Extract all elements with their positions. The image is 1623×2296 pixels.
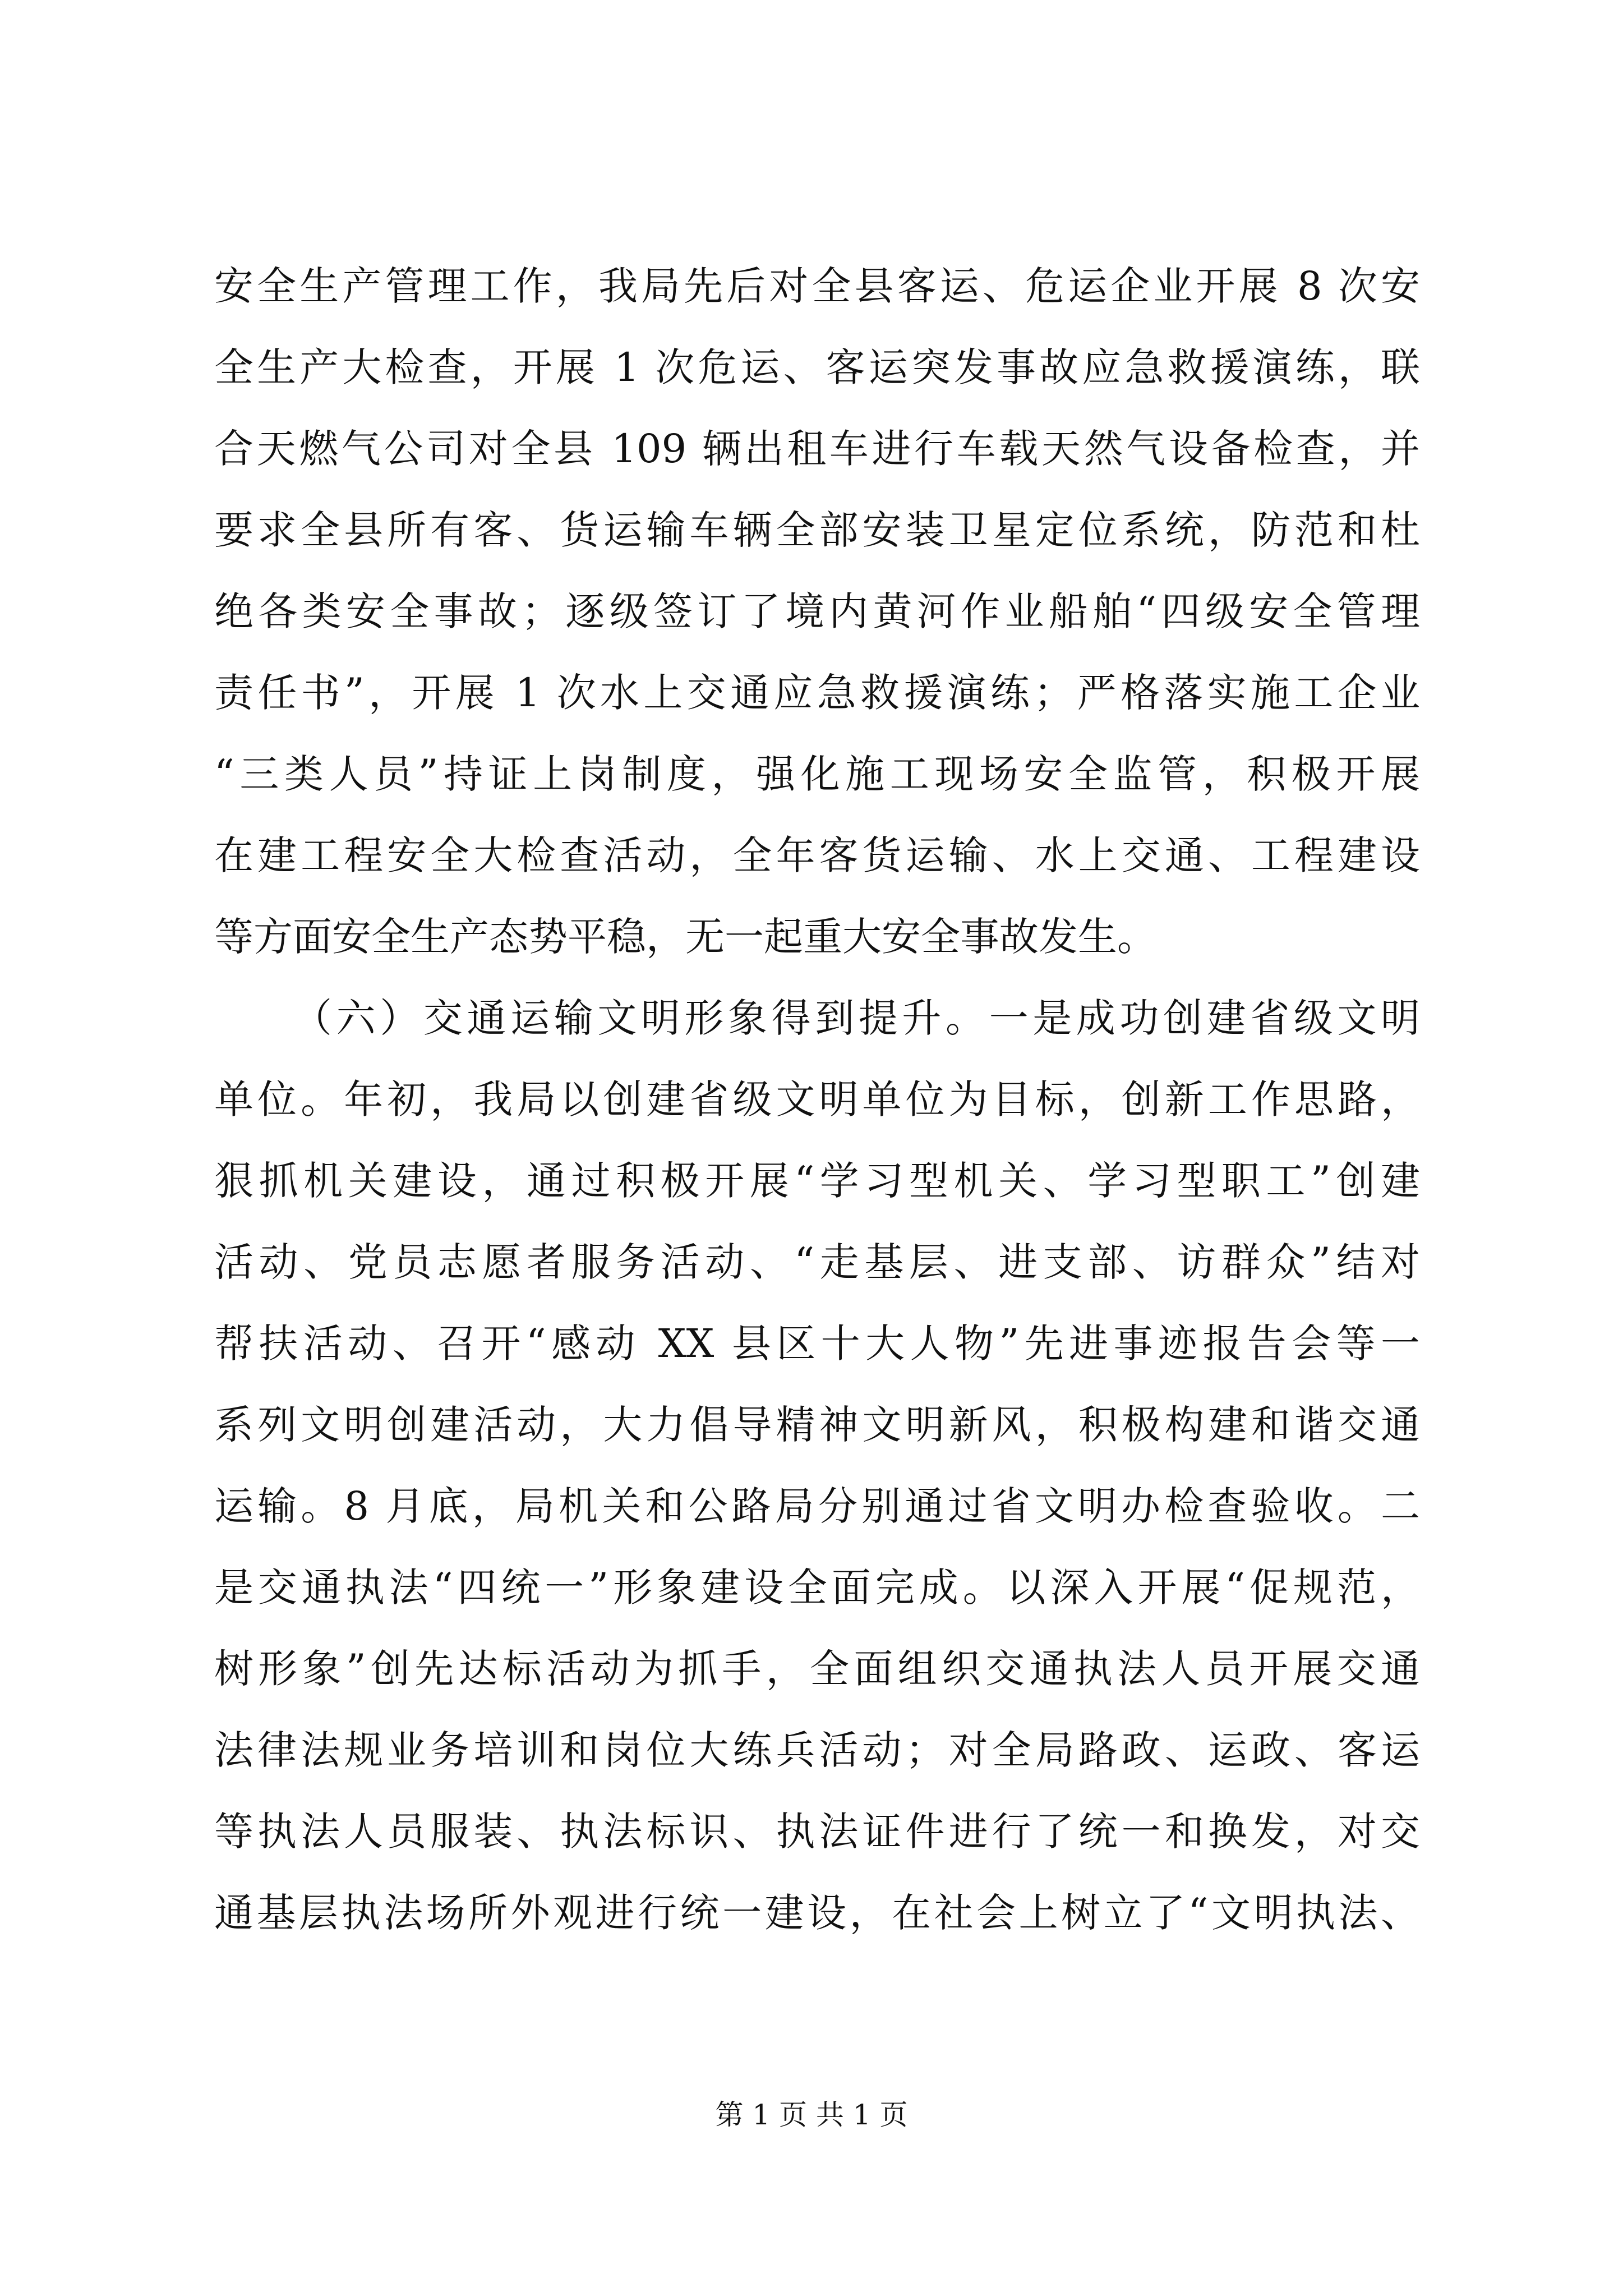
text-line: 狠抓机关建设，通过积极开展“学习型机关、学习型职工”创建 (214, 1158, 1420, 1204)
text-line: 法律法规业务培训和岗位大练兵活动；对全局路政、运政、客运 (214, 1727, 1420, 1773)
text-line: 系列文明创建活动，大力倡导精神文明新风，积极构建和谐交通 (214, 1402, 1420, 1448)
text-line: 绝各类安全事故；逐级签订了境内黄河作业船舶“四级安全管理 (214, 588, 1420, 634)
text-line: 通基层执法场所外观进行统一建设，在社会上树立了“文明执法、 (214, 1890, 1420, 1936)
text-line: 要求全县所有客、货运输车辆全部安装卫星定位系统，防范和杜 (214, 507, 1420, 553)
text-line: 安全生产管理工作，我局先后对全县客运、危运企业开展 8 次安 (214, 263, 1420, 309)
text-line: 帮扶活动、召开“感动 XX 县区十大人物”先进事迹报告会等一 (214, 1320, 1420, 1366)
text-line: 运输。8 月底，局机关和公路局分别通过省文明办检查验收。二 (214, 1483, 1420, 1529)
paragraph-end-line: 等方面安全生产态势平稳，无一起重大安全事故发生。 (214, 914, 1156, 960)
text-line: 单位。年初，我局以创建省级文明单位为目标，创新工作思路， (214, 1076, 1420, 1122)
text-line: 全生产大检查，开展 1 次危运、客运突发事故应急救援演练，联 (214, 344, 1420, 390)
text-line: “三类人员”持证上岗制度，强化施工现场安全监管，积极开展 (214, 751, 1420, 797)
text-line: 责任书”，开展 1 次水上交通应急救援演练；严格落实施工企业 (214, 670, 1420, 716)
text-line: 在建工程安全大检查活动，全年客货运输、水上交通、工程建设 (214, 832, 1420, 878)
text-line: 树形象”创先达标活动为抓手，全面组织交通执法人员开展交通 (214, 1646, 1420, 1692)
body-text (214, 246, 1420, 1954)
text-line: 合天燃气公司对全县 109 辆出租车进行车载天然气设备检查，并 (214, 426, 1420, 472)
text-line: （六）交通运输文明形象得到提升。一是成功创建省级文明 (293, 995, 1420, 1041)
text-line: 是交通执法“四统一”形象建设全面完成。以深入开展“促规范， (214, 1565, 1420, 1611)
text-line: 活动、党员志愿者服务活动、“走基层、进支部、访群众”结对 (214, 1239, 1420, 1285)
text-line: 等执法人员服装、执法标识、执法证件进行了统一和换发，对交 (214, 1809, 1420, 1855)
page-footer: 第 1 页 共 1 页 (715, 2099, 908, 2131)
